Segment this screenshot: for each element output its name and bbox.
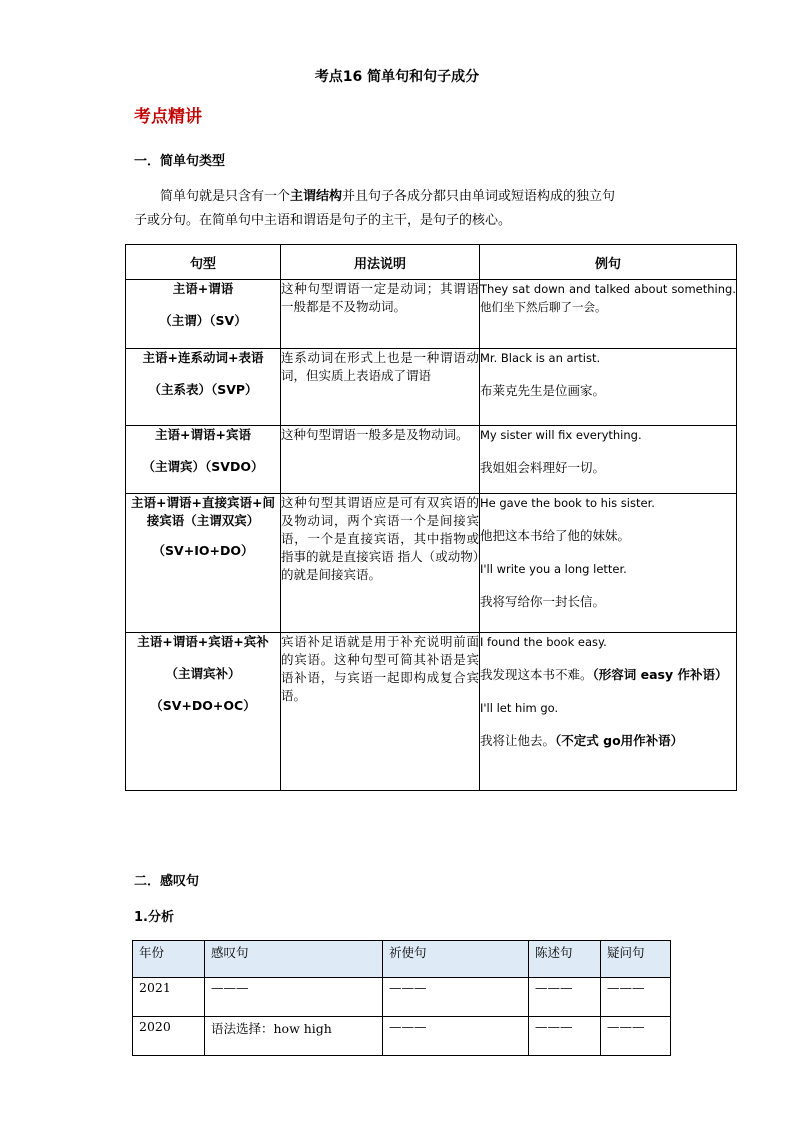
usage-cell: 这种句型谓语一般多是及物动词。 bbox=[281, 426, 480, 494]
header-pattern: 句型 bbox=[126, 245, 281, 280]
pattern-cell: 主语+谓语+宾语 （主谓宾）（SVDO） bbox=[126, 426, 281, 494]
sentence-pattern-table bbox=[125, 244, 737, 791]
table-cell: ——— bbox=[601, 978, 671, 1017]
table-row bbox=[126, 494, 737, 633]
table-cell: ——— bbox=[529, 978, 601, 1017]
table-row bbox=[126, 280, 737, 349]
usage-cell: 宾语补足语就是用于补充说明前面的宾语。这种句型可简其补语是宾语补语，与宾语一起即构成复合宾语。 bbox=[281, 633, 480, 791]
table-cell: 2021 bbox=[133, 978, 205, 1017]
table-cell: ——— bbox=[383, 1017, 529, 1056]
usage-cell: 连系动词在形式上也是一种谓语动词，但实质上表语成了谓语 bbox=[281, 349, 480, 426]
table-cell: ——— bbox=[529, 1017, 601, 1056]
pattern-cell: 主语+谓语 （主谓）（SV） bbox=[126, 280, 281, 349]
header-declarative: 陈述句 bbox=[529, 941, 601, 978]
header-imperative: 祈使句 bbox=[383, 941, 529, 978]
exam-year-table bbox=[132, 940, 671, 1056]
intro-paragraph: 简单句就是只含有一个主谓结构并且句子各成分都只由单词或短语构成的独立句 子或分句。在简单句中主语和谓语是句子的主干，是句子的核心。 bbox=[134, 189, 616, 228]
table-cell: 2020 bbox=[133, 1017, 205, 1056]
heading-analysis: 1.分析 bbox=[134, 910, 174, 925]
table-cell: ——— bbox=[601, 1017, 671, 1056]
table-header-row bbox=[133, 941, 671, 978]
table-row bbox=[126, 633, 737, 791]
pattern-cell: 主语+谓语+直接宾语+间接宾语（主谓双宾） （SV+IO+DO） bbox=[126, 494, 281, 633]
section-heading: 考点精讲 bbox=[134, 107, 202, 127]
header-exclamatory: 感叹句 bbox=[205, 941, 383, 978]
table-row bbox=[126, 349, 737, 426]
example-cell: Mr. Black is an artist. 布莱克先生是位画家。 bbox=[480, 349, 737, 426]
pattern-cell: 主语+谓语+宾语+宾补 （主谓宾补） （SV+DO+OC） bbox=[126, 633, 281, 791]
example-cell: They sat down and talked about something.他们坐下然后聊了一会。 bbox=[480, 280, 737, 349]
pattern-cell: 主语+连系动词+表语 （主系表）（SVP） bbox=[126, 349, 281, 426]
heading-simple-sentence-types: 一．简单句类型 bbox=[134, 154, 226, 169]
table-row bbox=[133, 1017, 671, 1056]
header-year: 年份 bbox=[133, 941, 205, 978]
example-cell: He gave the book to his sister. 他把这本书给了他的妹妹。 I'll write you a long letter. 我将写给你一封长信。 bbox=[480, 494, 737, 633]
table-cell: ——— bbox=[205, 978, 383, 1017]
table-row bbox=[133, 978, 671, 1017]
header-usage: 用法说明 bbox=[281, 245, 480, 280]
table-cell: 语法选择：how high bbox=[205, 1017, 383, 1056]
page-title: 考点16 简单句和句子成分 bbox=[314, 69, 480, 85]
example-cell: I found the book easy. 我发现这本书不难。（形容词 easy 作补语） I'll let him go. 我将让他去。（不定式 go用作补语） bbox=[480, 633, 737, 791]
table-row bbox=[126, 426, 737, 494]
heading-exclamatory: 二．感叹句 bbox=[134, 874, 200, 889]
header-interrogative: 疑问句 bbox=[601, 941, 671, 978]
table-header-row bbox=[126, 245, 737, 280]
header-example: 例句 bbox=[480, 245, 737, 280]
table-cell: ——— bbox=[383, 978, 529, 1017]
usage-cell: 这种句型其谓语应是可有双宾语的及物动词，两个宾语一个是间接宾语，一个是直接宾语，其中指物或指事的就是直接宾语 指人（或动物）的就是间接宾语。 bbox=[281, 494, 480, 633]
usage-cell: 这种句型谓语一定是动词；其谓语一般都是不及物动词。 bbox=[281, 280, 480, 349]
example-cell: My sister will fix everything. 我姐姐会料理好一切。 bbox=[480, 426, 737, 494]
